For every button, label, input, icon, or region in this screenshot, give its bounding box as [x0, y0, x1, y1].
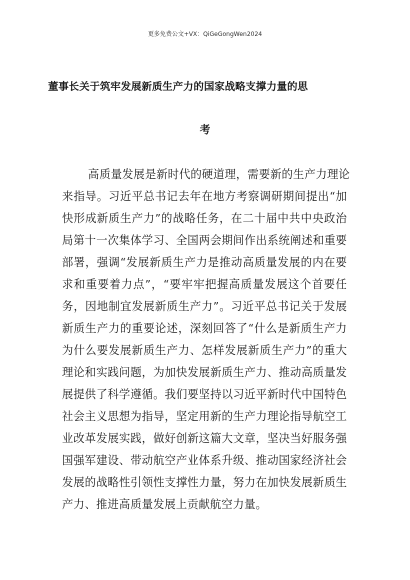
body-line: 局第十一次集体学习、全国两会期间作出系统阐述和重要: [62, 234, 347, 247]
body-line: 高质量发展是新时代的硬道理，需要新的生产力理论: [88, 168, 350, 181]
body-paragraph: [62, 166, 350, 518]
body-line: 产力、推进高质量发展上贡献航空力量。: [62, 498, 267, 511]
body-line: 展提供了科学遵循。我们要坚持以习近平新时代中国特色: [62, 388, 347, 401]
body-line: 社会主义思想为指导，坚定用新的生产力理论指导航空工: [62, 410, 347, 423]
body-line: 发展的战略性引领性支撑性力量，努力在加快发展新质生: [62, 476, 347, 489]
body-line: 业改革发展实践，做好创新这篇大文章，坚决当好服务强: [62, 432, 347, 445]
body-line: 务，因地制宜发展新质生产力”。习近平总书记关于发展: [62, 300, 347, 313]
header-note: 更多免费公文+VX：QiGeGongWen2024: [147, 31, 263, 38]
body-line: 部署，强调“发展新质生产力是推动高质量发展的内在要: [62, 256, 347, 269]
body-line: 快形成新质生产力”的战略任务，在二十届中共中央政治: [62, 212, 347, 225]
body-line: 来指导。习近平总书记去年在地方考察调研期间提出“加: [62, 190, 347, 203]
body-line: 理论和实践问题，为加快发展新质生产力、推动高质量发: [62, 366, 347, 379]
body-line: 国强军建设、带动航空产业体系升级、推动国家经济社会: [62, 454, 347, 467]
body-line: 求和重要着力点”，“要牢牢把握高质量发展这个首要任: [62, 278, 347, 291]
document-title: 董事长关于筑牢发展新质生产力的国家战略支撑力量的思: [48, 81, 308, 93]
document-title-continuation: 考: [199, 124, 211, 136]
body-line: 为什么要发展新质生产力、怎样发展新质生产力”的重大: [62, 344, 347, 357]
body-line: 新质生产力的重要论述，深刻回答了“什么是新质生产力: [62, 322, 347, 335]
